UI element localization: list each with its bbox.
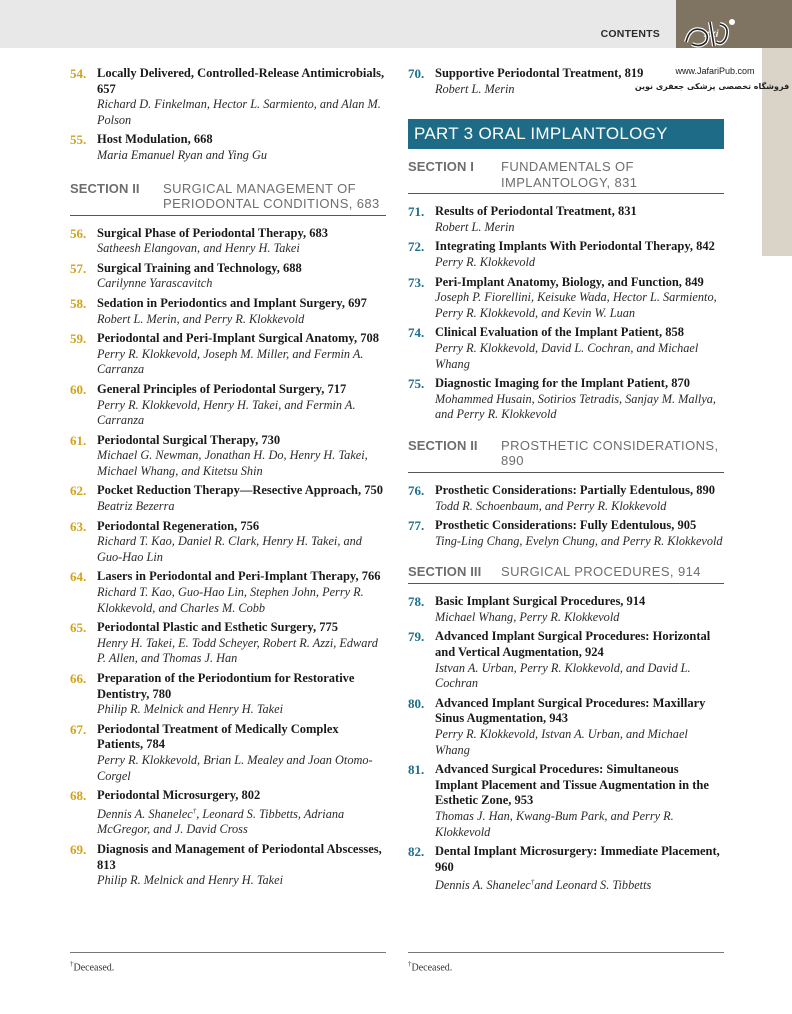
toc-entry[interactable]: [408, 762, 724, 840]
footnote-text: Deceased.: [73, 962, 115, 974]
section-heading: [408, 564, 724, 584]
entry-title: Periodontal and Peri-Implant Surgical Anatomy, 708: [97, 331, 379, 346]
entry-number: 63.: [70, 518, 87, 534]
entry-title: Advanced Surgical Procedures: Simultaneous Implant Placement and Tissue Augmentation in the Esthetic Zone, 953: [435, 762, 709, 808]
section-label: SECTION III: [408, 564, 482, 580]
entry-authors: [435, 875, 724, 894]
entry-authors: [97, 804, 386, 838]
entry-number: 60.: [70, 381, 87, 397]
toc-entry[interactable]: [408, 376, 724, 423]
entry-authors: Richard T. Kao, Daniel R. Clark, Henry H. Takei, and Guo-Hao Lin: [97, 534, 362, 564]
entry-title: General Principles of Periodontal Surgery, 717: [97, 381, 347, 396]
watermark-subtitle: فروشگاه تخصصی پزشکی جعفری نوین: [634, 82, 790, 91]
entry-number: 72.: [408, 239, 425, 255]
entry-authors: Beatriz Bezerra: [97, 499, 175, 514]
entry-number: 62.: [70, 483, 87, 499]
entry-title: Peri-Implant Anatomy, Biology, and Function, 849: [435, 274, 704, 289]
entry-number: 69.: [70, 842, 87, 858]
section-heading: [408, 159, 724, 194]
entry-title: Periodontal Surgical Therapy, 730: [97, 432, 281, 447]
entry-number: 77.: [408, 518, 425, 534]
toc-entry[interactable]: [408, 239, 724, 270]
toc-entry[interactable]: [70, 296, 386, 327]
entry-title: Advanced Implant Surgical Procedures: Horizontal and Vertical Augmentation, 924: [435, 629, 711, 660]
entry-authors: Satheesh Elangovan, and Henry H. Takei: [97, 241, 300, 256]
entry-number: 75.: [408, 376, 425, 392]
toc-entry[interactable]: [70, 261, 386, 292]
toc-entry[interactable]: [70, 382, 386, 429]
entry-number: 65.: [70, 620, 87, 636]
toc-entry[interactable]: [70, 132, 386, 163]
entry-number: 56.: [70, 225, 87, 241]
entry-title: Diagnostic Imaging for the Implant Patient, 870: [435, 376, 690, 391]
entry-authors: Michael Whang, Perry R. Klokkevold: [435, 609, 620, 624]
footnote-text: Deceased.: [411, 962, 453, 974]
entry-title: Pocket Reduction Therapy—Resective Approach, 750: [97, 483, 383, 498]
part-banner: PART 3 ORAL IMPLANTOLOGY: [408, 119, 724, 149]
entry-authors: Perry R. Klokkevold: [435, 254, 536, 269]
entry-authors: Thomas J. Han, Kwang-Bum Park, and Perry R. Klokkevold: [435, 809, 674, 839]
section-title: PROSTHETIC CONSIDERATIONS, 890: [501, 437, 719, 469]
section-title: FUNDAMENTALS OF IMPLANTOLOGY, 831: [501, 159, 638, 190]
left-entries-a: [70, 66, 386, 164]
dagger-mark: †: [192, 806, 197, 815]
toc-entry[interactable]: [70, 519, 386, 566]
toc-entry[interactable]: [70, 788, 386, 838]
right-entries-b: [408, 483, 724, 549]
entry-authors: Richard D. Finkelman, Hector L. Sarmiento, and Alan M. Polson: [97, 97, 381, 127]
footnote-left: [70, 960, 114, 973]
dagger-mark: †: [70, 960, 74, 968]
entry-title: Preparation of the Periodontium for Restorative Dentistry, 780: [97, 671, 355, 701]
entry-title: Prosthetic Considerations: Fully Edentulous, 905: [435, 518, 697, 533]
dagger-mark: †: [530, 878, 535, 887]
entry-number: 55.: [70, 132, 87, 148]
entry-authors: Joseph P. Fiorellini, Keisuke Wada, Hector L. Sarmiento, Perry R. Klokkevold, and Kevin W. Luan: [435, 290, 717, 320]
entry-authors: Mohammed Husain, Sotirios Tetradis, Sanjay M. Mallya, and Perry R. Klokkevold: [435, 391, 717, 422]
entry-number: 67.: [70, 721, 87, 737]
toc-entry[interactable]: [70, 620, 386, 667]
entry-authors: Todd R. Schoenbaum, and Perry R. Klokkevold: [435, 498, 667, 513]
entry-title: Periodontal Regeneration, 756: [97, 518, 260, 533]
toc-entry[interactable]: [70, 569, 386, 616]
footnote-right: [408, 960, 452, 973]
author-text: and Leonard S. Tibbetts: [534, 878, 652, 893]
toc-entry[interactable]: [408, 594, 724, 625]
entry-title: Lasers in Periodontal and Peri-Implant Therapy, 766: [97, 569, 381, 584]
section-label: SECTION II: [70, 180, 140, 196]
entry-title: Sedation in Periodontics and Implant Surgery, 697: [97, 295, 367, 310]
entry-number: 76.: [408, 482, 425, 498]
entry-title: Locally Delivered, Controlled-Release Antimicrobials, 657: [97, 66, 385, 96]
entry-number: 82.: [408, 844, 425, 860]
entry-title: Dental Implant Microsurgery: Immediate Placement, 960: [435, 844, 720, 874]
entry-authors: Maria Emanuel Ryan and Ying Gu: [97, 147, 267, 162]
entry-authors: Philip R. Melnick and Henry H. Takei: [97, 873, 284, 888]
toc-entry[interactable]: [408, 629, 724, 691]
entry-title: Diagnosis and Management of Periodontal Abscesses, 813: [97, 842, 382, 872]
right-entries-a: [408, 204, 724, 423]
watermark-url[interactable]: www.JafariPub.com: [675, 66, 755, 76]
toc-entry[interactable]: [408, 483, 724, 514]
entry-authors: Perry R. Klokkevold, Henry H. Takei, and Fermin A. Carranza: [97, 397, 356, 428]
author-text: Dennis A. Shanelec: [97, 806, 193, 821]
entry-title: Clinical Evaluation of the Implant Patient, 858: [435, 325, 684, 340]
section-title: SURGICAL MANAGEMENT OF PERIODONTAL CONDITIONS, 683: [163, 180, 380, 212]
entry-authors: Robert L. Merin: [435, 81, 515, 96]
entry-title: Results of Periodontal Treatment, 831: [435, 204, 637, 219]
footnote-divider: [408, 952, 724, 953]
entry-authors: Perry R. Klokkevold, David L. Cochran, and Michael Whang: [435, 340, 699, 371]
right-entries-c: [408, 594, 724, 894]
section-heading: [70, 181, 386, 216]
entry-title: Surgical Phase of Periodontal Therapy, 683: [97, 225, 329, 240]
entry-authors: Robert L. Merin, and Perry R. Klokkevold: [97, 311, 305, 326]
toc-entry[interactable]: [70, 722, 386, 784]
entry-title: Basic Implant Surgical Procedures, 914: [435, 594, 646, 609]
entry-number: 66.: [70, 671, 87, 686]
entry-authors: Robert L. Merin: [435, 219, 515, 234]
entry-title: Periodontal Plastic and Esthetic Surgery, 775: [97, 620, 338, 635]
entry-authors: Ting-Ling Chang, Evelyn Chung, and Perry R. Klokkevold: [435, 533, 723, 548]
entry-number: 58.: [70, 295, 87, 311]
entry-title: Integrating Implants With Periodontal Therapy, 842: [435, 239, 715, 254]
entry-number: 57.: [70, 260, 87, 276]
section-title: SURGICAL PROCEDURES, 914: [501, 564, 701, 580]
entry-number: 74.: [408, 325, 425, 341]
toc-entry[interactable]: [70, 226, 386, 257]
entry-authors: Perry R. Klokkevold, Istvan A. Urban, and Michael Whang: [435, 727, 688, 757]
entry-authors: Michael G. Newman, Jonathan H. Do, Henry H. Takei, Michael Whang, and Kitetsu Shin: [97, 448, 368, 478]
section-label: SECTION II: [408, 437, 478, 453]
author-text: Dennis A. Shanelec: [435, 878, 531, 893]
entry-number: 73.: [408, 274, 425, 290]
entry-number: 78.: [408, 594, 425, 610]
contents-label: CONTENTS: [600, 28, 660, 40]
entry-authors: Philip R. Melnick and Henry H. Takei: [97, 702, 284, 717]
entry-number: 61.: [70, 432, 87, 448]
toc-entry[interactable]: [408, 204, 724, 235]
toc-entry[interactable]: [70, 842, 386, 889]
toc-entry[interactable]: [70, 66, 386, 128]
entry-title: Prosthetic Considerations: Partially Edentulous, 890: [435, 482, 715, 497]
entry-authors: Richard T. Kao, Guo-Hao Lin, Stephen John, Perry R. Klokkevold, and Charles M. Cobb: [97, 585, 364, 615]
entry-title: Supportive Periodontal Treatment, 819: [435, 66, 644, 80]
entry-authors: Istvan A. Urban, Perry R. Klokkevold, and David L. Cochran: [435, 660, 691, 691]
left-entries-b: [70, 226, 386, 889]
entry-number: 81.: [408, 762, 425, 778]
toc-entry[interactable]: [70, 483, 386, 514]
entry-number: 54.: [70, 66, 87, 81]
entry-number: 71.: [408, 204, 425, 220]
entry-authors: Perry R. Klokkevold, Joseph M. Miller, and Fermin A. Carranza: [97, 346, 364, 377]
dagger-mark: †: [408, 960, 412, 968]
entry-title: Periodontal Microsurgery, 802: [97, 788, 261, 803]
entry-title: Advanced Implant Surgical Procedures: Maxillary Sinus Augmentation, 943: [435, 695, 706, 726]
left-column: [70, 66, 386, 893]
toc-entry[interactable]: [408, 518, 724, 549]
section-heading: [408, 438, 724, 473]
entry-title: Host Modulation, 668: [97, 132, 213, 147]
toc-entry[interactable]: [408, 66, 724, 97]
header-bar: [0, 0, 676, 48]
toc-entry[interactable]: [408, 275, 724, 322]
entry-number: 80.: [408, 695, 425, 711]
entry-title: Periodontal Treatment of Medically Complex Patients, 784: [97, 721, 339, 752]
toc-entry[interactable]: [408, 696, 724, 758]
entry-number: 68.: [70, 788, 87, 804]
entry-title: Surgical Training and Technology, 688: [97, 260, 302, 275]
entry-authors: Perry R. Klokkevold, Brian L. Mealey and Joan Otomo-Corgel: [97, 752, 373, 783]
entry-number: 79.: [408, 629, 425, 645]
toc-entry[interactable]: [408, 325, 724, 372]
entry-number: 59.: [70, 331, 87, 347]
entry-authors: Carilynne Yarascavitch: [97, 276, 213, 291]
toc-entry[interactable]: [70, 671, 386, 718]
right-column: [408, 66, 724, 898]
toc-entry[interactable]: [408, 844, 724, 894]
footnote-divider: [70, 952, 386, 953]
page-number: xxi: [704, 28, 719, 40]
toc-entry[interactable]: [70, 433, 386, 480]
entry-number: 64.: [70, 569, 87, 585]
toc-entry[interactable]: [70, 331, 386, 378]
section-label: SECTION I: [408, 159, 474, 175]
author-text: , Leonard S. Tibbetts, Adriana McGregor, and J. David Cross: [97, 806, 345, 837]
entry-authors: Henry H. Takei, E. Todd Scheyer, Robert R. Azzi, Edward P. Allen, and Thomas J. Han: [97, 635, 378, 666]
entry-number: 70.: [408, 66, 425, 81]
watermark-logo-icon: [680, 12, 740, 56]
